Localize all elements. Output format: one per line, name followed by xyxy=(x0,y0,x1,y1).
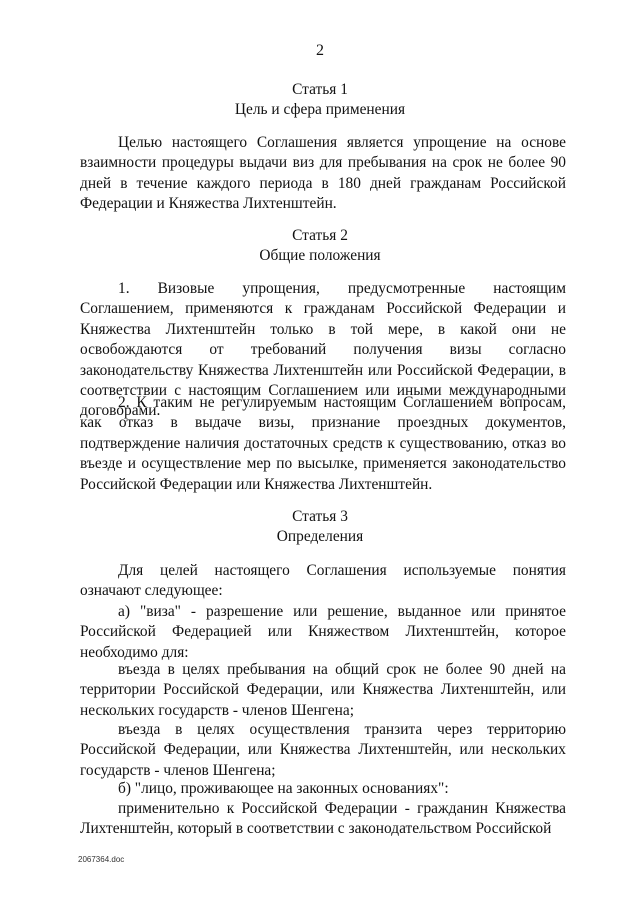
article3-item-a-2: въезда в целях осуществления транзита через территорию Российской Федерации, или Княжества Лихтенштейн, или нескольких государств - членов Шенгена; xyxy=(80,721,566,779)
article3-intro: Для целей настоящего Соглашения используемые понятия означают следующее: xyxy=(80,562,566,600)
article3-item-a-1: въезда в целях пребывания на общий срок не более 90 дней на территории Российской Федерации, или Княжества Лихтенштейн, или нескольких государств - членов Шенгена; xyxy=(80,661,566,719)
article3-item-b: б) "лицо, проживающее на законных основаниях": xyxy=(118,780,449,797)
article2-paragraph-1: 1. Визовые упрощения, предусмотренные настоящим Соглашением, применяются к гражданам Российской Федерации и Княжества Лихтенштейн только в той мере, в какой они не освобождаются от требований получения визы согласно законодательству Княжества Лихтенштейн или Российской Федерации, в соответствии с настоящим Соглашением или иными международными договорами. xyxy=(80,280,566,420)
article2-heading: Статья 2 xyxy=(292,227,348,244)
article1-text: Целью настоящего Соглашения является упрощение на основе взаимности процедуры выдачи виз для пребывания на срок не более 90 дней в течение каждого периода в 180 дней гражданам Российской Федерации и Княжества Лихтенштейн. xyxy=(80,134,566,213)
article2-header xyxy=(0,226,640,266)
article3-heading: Статья 3 xyxy=(292,508,348,525)
footer-filename: 2067364.doc xyxy=(78,855,125,864)
page-number: 2 xyxy=(316,42,324,59)
article3-header xyxy=(0,507,640,547)
article2-paragraph-2: 2. К таким не регулируемым настоящим Соглашением вопросам, как отказ в выдаче визы, признание проездных документов, подтверждение наличия достаточных средств к существованию, отказ во въезде и осуществление мер по высылке, применяется законодательство Российской Федерации или Княжества Лихтенштейн. xyxy=(80,394,566,493)
article1-header xyxy=(0,80,640,120)
article3-item-a: а) "виза" - разрешение или решение, выданное или принятое Российской Федерацией или Княжеством Лихтенштейн, которое необходимо для: xyxy=(80,603,566,661)
article1-heading: Статья 1 xyxy=(292,81,348,98)
article3-title: Определения xyxy=(276,528,364,545)
article3-item-b-1: применительно к Российской Федерации - гражданин Княжества Лихтенштейн, который в соответствии с законодательством Российской xyxy=(80,800,566,838)
article2-title: Общие положения xyxy=(259,247,381,264)
article1-title: Цель и сфера применения xyxy=(234,101,406,118)
